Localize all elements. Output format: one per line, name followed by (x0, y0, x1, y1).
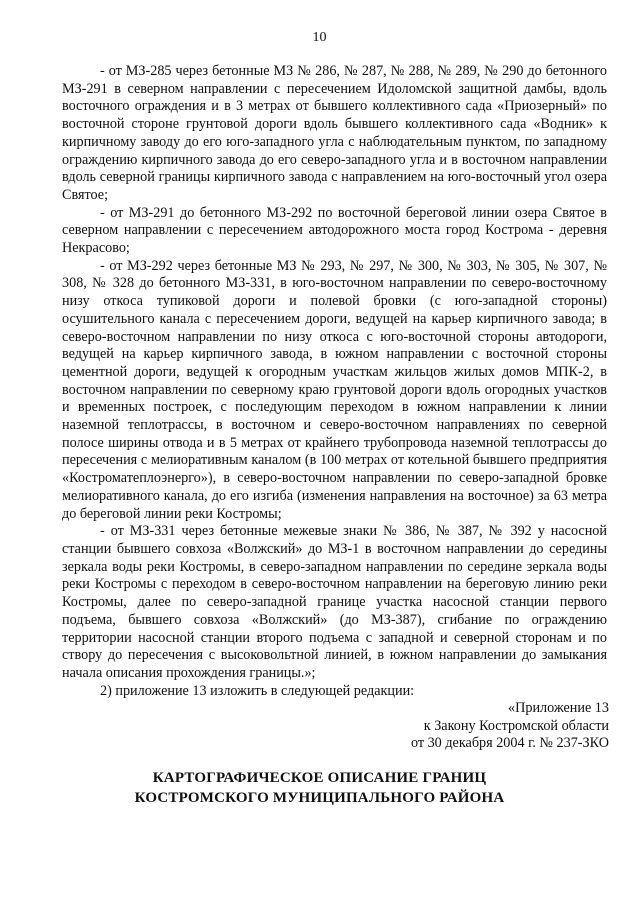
appendix-line-law: к Закону Костромской области (423, 717, 609, 734)
section-heading (0, 768, 639, 808)
paragraph-mz292-mz331: - от МЗ-292 через бетонные МЗ № 293, № 297, № 300, № 303, № 305, № 307, № 308, № 328 до бетонного МЗ-331, в юго-восточном направлении по северо-восточному низу откоса тупиковой дороги и полевой бровки (с юго-западной стороны) осушительного канала с пересечением дороги, ведущей на карьер кирпичного завода; в северо-восточном направлении по низу откоса с юго-восточной стороны автодороги, ведущей на карьер кирпичного завода, в южном направлении с восточной стороны цементной дороги, ведущей к огородным участкам жильцов жилых домов МПК-2, в восточном направлении по северному краю грунтовой дороги вдоль огородных участков и временных построек, с последующим переходом в южном направлении к линии наземной теплотрассы, в восточном и северо-восточном направлениях по северной полосе ширины отвода и в 5 метрах от крайнего трубопровода наземной теплотрассы до пересечения с мелиоративным каналом (в 100 метрах от котельной бывшего предприятия «Костроматеплоэнерго»), в северо-восточном направлении по северо-западной бровке мелиоративного канала, до его изгиба (изменения направления на восточное) за 63 метра до береговой линии реки Костромы; (62, 257, 607, 522)
appendix-line-title: «Приложение 13 (508, 700, 609, 716)
boundary-description-text (62, 63, 607, 700)
page-number: 10 (312, 30, 327, 45)
paragraph-mz285-mz291: - от МЗ-285 через бетонные МЗ № 286, № 287, № 288, № 289, № 290 до бетонного МЗ-291 в северном направлении с пересечением Идоломской защитной дамбы, вдоль восточного ограждения и в 3 метрах от бывшего коллективного сада «Приозерный» по восточной стороне грунтовой дороги вдоль бывшего коллективного сада «Водник» к кирпичному заводу до его юго-западного угла с наблюдательным пунктом, по западному ограждению кирпичного завода до его северо-западного угла и в восточном направлении вдоль северной границы кирпичного завода с направлением на юго-восточный угол озера Святое; (62, 63, 607, 203)
paragraph-mz291-mz292: - от МЗ-291 до бетонного МЗ-292 по восточной береговой линии озера Святое в северном направлении с пересечением автодорожного моста город Кострома - деревня Некрасово; (62, 204, 607, 257)
appendix-reference (411, 700, 609, 753)
heading-line-2: КОСТРОМСКОГО МУНИЦИПАЛЬНОГО РАЙОНА (134, 790, 505, 806)
paragraph-mz331-mz1: - от МЗ-331 через бетонные межевые знаки № 386, № 387, № 392 у насосной станции бывшего совхоза «Волжский» до МЗ-1 в восточном направлении до середины зеркала воды реки Костромы, в северо-западном направлении по середине зеркала воды реки Костромы с переходом в северо-восточном направлении на береговую линию реки Костромы, далее по северо-западной границе участка насосной станции первого подъема, бывшего совхоза «Волжский» (до МЗ-387), сгибание по ограждению территории насосной станции второго подъема с западной и северной сторонам и по створу до пересечения с высоковольтной линией, в южном направлении до замыкания начала описания прохождения границы.»; (62, 523, 607, 681)
heading-line-1: КАРТОГРАФИЧЕСКОЕ ОПИСАНИЕ ГРАНИЦ (152, 770, 487, 786)
appendix-line-date: от 30 декабря 2004 г. № 237-ЗКО (410, 735, 609, 752)
paragraph-amendment-appendix-13: 2) приложение 13 изложить в следующей редакции: (100, 682, 415, 699)
